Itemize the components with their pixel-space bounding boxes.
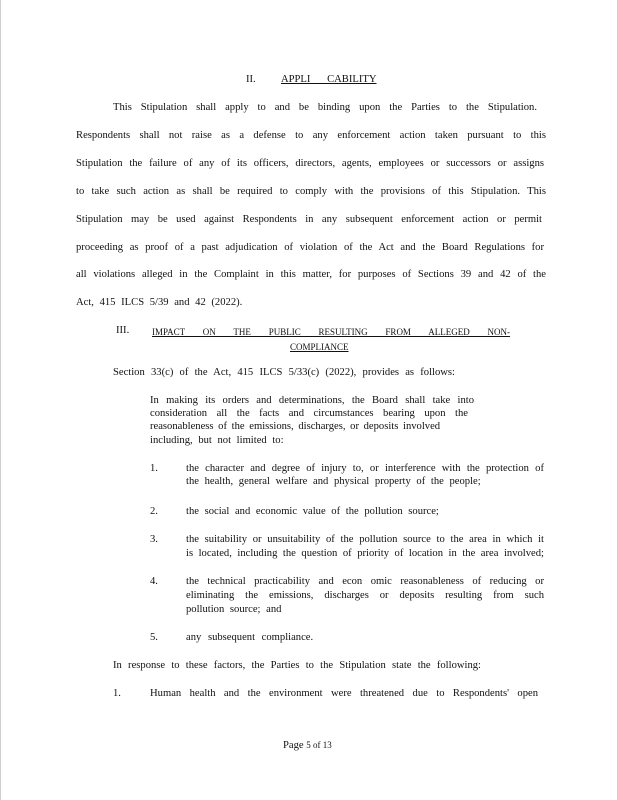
list-item-line: the character and degree of injury to, or interference with the protection of <box>186 463 544 474</box>
list-item-line: eliminating the emissions, discharges or deposits resulting from such <box>186 590 544 601</box>
paragraph-line: all violations alleged in the Complaint in this matter, for purposes of Sections 39 and 42 of the <box>76 269 546 280</box>
list-item-line: pollution source; and <box>186 604 282 615</box>
page-footer <box>283 739 332 752</box>
list-number: 1. <box>150 463 158 474</box>
paragraph-line: to take such action as shall be required to comply with the provisions of this Stipulation. This <box>76 186 546 197</box>
response-line: In response to these factors, the Parties to the Stipulation state the following: <box>113 660 481 671</box>
list-item-line: the health, general welfare and physical property of the people; <box>186 476 481 487</box>
page-number: 5 of 13 <box>306 740 332 750</box>
section-title-cont: COMPLIANCE <box>290 342 349 352</box>
paragraph-line: Respondents shall not raise as a defense to any enforcement action taken pursuant to this <box>76 130 546 141</box>
finding-line: Human health and the environment were threatened due to Respondents' open <box>150 688 538 699</box>
quote-line: In making its orders and determinations, the Board shall take into <box>150 395 474 406</box>
paragraph-line: proceeding as proof of a past adjudication of violation of the Act and the Board Regulations for <box>76 242 544 253</box>
list-item-line: the suitability or unsuitability of the pollution source to the area in which it <box>186 534 544 545</box>
list-number: 4. <box>150 576 158 587</box>
quote-line: reasonableness of the emissions, discharges, or deposits involved <box>150 421 441 432</box>
quote-line: consideration all the facts and circumstances bearing upon the <box>150 408 468 419</box>
list-item-line: the social and economic value of the pollution source; <box>186 506 439 517</box>
page-left-edge <box>0 0 1 800</box>
finding-number: 1. <box>113 688 121 699</box>
section-number: III. <box>116 325 130 336</box>
paragraph-line: Stipulation the failure of any of its officers, directors, agents, employees or successors or assigns <box>76 158 544 169</box>
list-item-line: is located, including the question of priority of location in the area involved; <box>186 548 544 559</box>
paragraph-line: Act, 415 ILCS 5/39 and 42 (2022). <box>76 297 243 308</box>
list-item-line: any subsequent compliance. <box>186 632 314 643</box>
list-number: 2. <box>150 506 158 517</box>
section-intro: Section 33(c) of the Act, 415 ILCS 5/33(c) (2022), provides as follows: <box>113 367 455 378</box>
section-title: IMPACT ON THE PUBLIC RESULTING FROM ALLEGED NON- <box>152 327 510 337</box>
list-item-line: the technical practicability and econ omic reasonableness of reducing or <box>186 576 544 587</box>
list-number: 5. <box>150 632 158 643</box>
quote-line: including, but not limited to: <box>150 435 284 446</box>
paragraph-line: This Stipulation shall apply to and be binding upon the Parties to the Stipulation. <box>113 102 537 113</box>
section-number: II. <box>246 74 256 85</box>
page-label: Page <box>283 740 304 751</box>
paragraph-line: Stipulation may be used against Respondents in any subsequent enforcement action or permit <box>76 214 542 225</box>
list-number: 3. <box>150 534 158 545</box>
section-title: APPLI CABILITY <box>281 74 377 85</box>
